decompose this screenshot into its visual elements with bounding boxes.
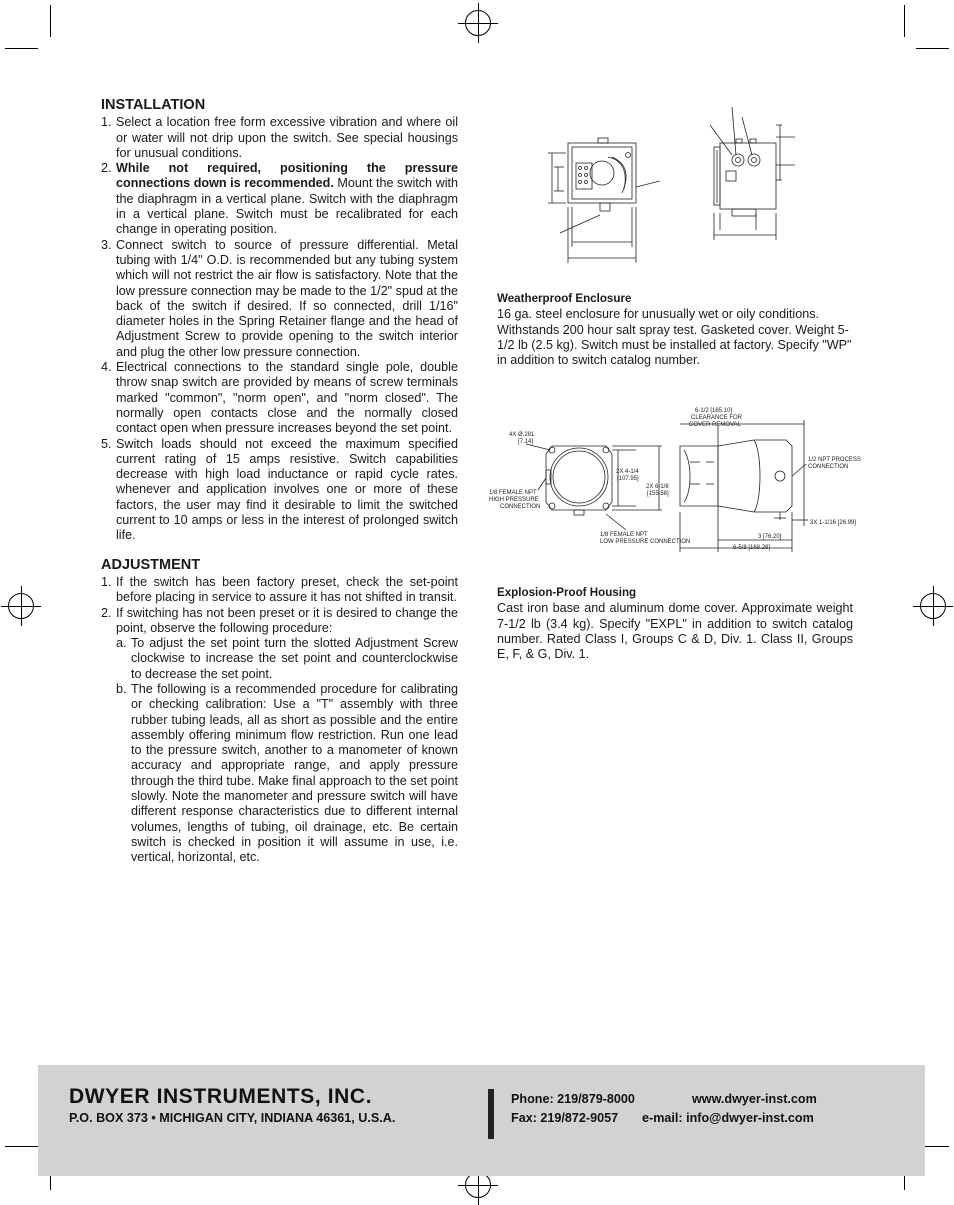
subitem-letter: b. (116, 681, 127, 696)
item-number: 1. (101, 115, 112, 130)
weatherproof-text: 16 ga. steel enclosure for unusually wet or oily conditions. Withstands 200 hour salt spray test. Gasketed cover. Weight 5-1/2 lb (2.5 kg). Switch must be installed at factory. Specify "WP" in addition to switch catalog number. (497, 307, 852, 368)
explosion-proof-title: Explosion-Proof Housing (497, 586, 637, 599)
item-text: Select a location free form excessive vibration and where oil or water will not drip upon the switch. See special housings for unusual conditions. (116, 115, 458, 160)
diagram-label: CLEARANCE FOR (691, 415, 743, 421)
registration-mark-icon (920, 593, 946, 619)
diagram-label: CONNECTION (808, 464, 849, 470)
crop-mark (904, 5, 905, 37)
item-text: Switch loads should not exceed the maximum specified current rating of 15 amps resistive. Switch capabilities decrease with high load inductance or rapid cycle rates. whenever and application involves one or more of these factors, the user may find it desirable to limit the switched current to 10 amps or less in the interest of prolonged switch life. (116, 436, 458, 543)
item-text: If the switch has been factory preset, check the set-point before placing in service to assure it has not shifted in transit. (116, 574, 458, 605)
installation-heading: INSTALLATION (101, 97, 206, 113)
diagram-label: 3X 1-1/16 [26.99] (810, 520, 857, 526)
item-number: 3. (101, 237, 112, 252)
fax-number: Fax: 219/872-9057 (511, 1111, 619, 1125)
subitem-text: The following is a recommended procedure for calibrating or checking calibration: Use a "T" assembly with three rubber tubing leads, all as short as possible and the entire assembly offering minimum flow restriction. Run one lead to the pressure switch, another to a manometer of known accuracy and appropriate range, and apply pressure through the third tube. Make final approach to the set point slowly. Note the manometer and pressure switch will have different response characteristics due to different internal volumes, lengths of tubing, oil drainage, etc. Be certain switch is checked in position it will assume in use, i.e. vertical, horizontal, etc. (131, 681, 458, 865)
adjustment-heading: ADJUSTMENT (101, 556, 201, 573)
diagram-label: 3 [76.20] (758, 534, 782, 540)
item-text-rest: Mount the switch with the diaphragm in a vertical plane. Switch with the diaphragm in a vertical plane. Switch must be recalibrated for each change in operating position. (116, 176, 459, 237)
diagram-label: COVER REMOVAL (689, 422, 741, 428)
diagram-label: 1/8 FEMALE NPT (600, 532, 648, 538)
weatherproof-caption (497, 291, 853, 368)
phone-number: Phone: 219/879-8000 (511, 1092, 635, 1106)
diagram-label: 2X 4-1/4 (616, 469, 639, 475)
list-item (101, 238, 458, 360)
item-text: If switching has not been preset or it is desired to change the point, observe the following procedure: (116, 605, 458, 635)
weatherproof-enclosure-drawing (510, 105, 795, 270)
list-item (101, 575, 458, 606)
registration-mark-icon (8, 593, 34, 619)
subitem-text: To adjust the set point turn the slotted Adjustment Screw clockwise to increase the set point and counterclockwise to decrease the set point. (131, 636, 458, 681)
item-number: 4. (101, 360, 112, 375)
list-item (101, 360, 458, 436)
list-item (101, 161, 458, 237)
diagram-label: [7.14] (518, 439, 534, 445)
item-text: Connect switch to source of pressure differential. Metal tubing with 1/4" O.D. is recommended but any tubing system which will not restrict the air flow is satisfactory. Note that the low pressure connection may be made to the 1/2" spud at the back of the switch if desired. If so connected, drill 1/16" diameter holes in the Spring Retainer flange and the head of Adjustment Screw to provide opening to the switch interior and plug the other low pressure connection. (116, 237, 458, 359)
diagram-label: 1/2 NPT PROCESS (808, 457, 861, 463)
crop-mark (916, 48, 949, 49)
list-subitem (116, 636, 458, 682)
diagram-label: 6-1/2 [165.10] (695, 408, 733, 414)
list-item (101, 437, 458, 544)
item-text: Electrical connections to the standard single pole, double throw snap switch are provided by means of screw terminals marked "common", "norm open", and "norm closed". The normally open contacts close and the normally closed contact open when pressure increases beyond the set point. (116, 360, 458, 436)
list-item (101, 115, 458, 161)
diagram-label: 4X Ø.281 (509, 432, 535, 438)
email-link[interactable]: e-mail: info@dwyer-inst.com (642, 1111, 814, 1125)
diagram-label: HIGH PRESSURE (489, 497, 539, 503)
item-number: 2. (101, 161, 112, 176)
diagram-label: [107.95] (617, 476, 639, 482)
footer-divider (488, 1089, 494, 1139)
item-bold-text: While not required, positioning the pressure connections down is recommended. (116, 161, 458, 191)
subitem-letter: a. (116, 636, 127, 651)
footer (38, 1065, 925, 1176)
installation-list (101, 115, 458, 543)
registration-mark-icon (465, 10, 491, 36)
crop-mark (5, 1146, 38, 1147)
item-number: 2. (101, 605, 112, 620)
explosion-proof-text: Cast iron base and aluminum dome cover. Approximate weight 7-1/2 lb (3.4 kg). Specify "EXPL" in addition to switch catalog number. Rated Class I, Groups C & D, Div. 1. Class II, Groups E, F, & G, Div. 1. (497, 601, 853, 662)
diagram-label: 1/8 FEMALE NPT (489, 490, 537, 496)
item-number: 5. (101, 436, 112, 451)
list-subitem (116, 682, 458, 866)
item-number: 1. (101, 574, 112, 589)
diagram-label: [155.58] (647, 491, 669, 497)
explosion-proof-housing-drawing (486, 402, 872, 552)
item-text (116, 161, 458, 237)
explosion-proof-caption (497, 585, 853, 662)
diagram-label: 2X 6-1/8 (646, 484, 669, 490)
website-link[interactable]: www.dwyer-inst.com (692, 1092, 817, 1106)
list-item (101, 606, 458, 637)
diagram-label: LOW PRESSURE CONNECTION (600, 539, 691, 545)
weatherproof-title: Weatherproof Enclosure (497, 292, 632, 305)
crop-mark (5, 48, 38, 49)
diagram-label: CONNECTION (500, 504, 541, 510)
adjustment-list (101, 575, 458, 866)
company-address: P.O. BOX 373 • MICHIGAN CITY, INDIANA 46361, U.S.A. (69, 1111, 396, 1125)
diagram-label: 6-5/8 [168.28] (733, 545, 771, 551)
crop-mark (50, 5, 51, 37)
company-name: DWYER INSTRUMENTS, INC. (69, 1085, 373, 1108)
left-column (101, 98, 458, 866)
